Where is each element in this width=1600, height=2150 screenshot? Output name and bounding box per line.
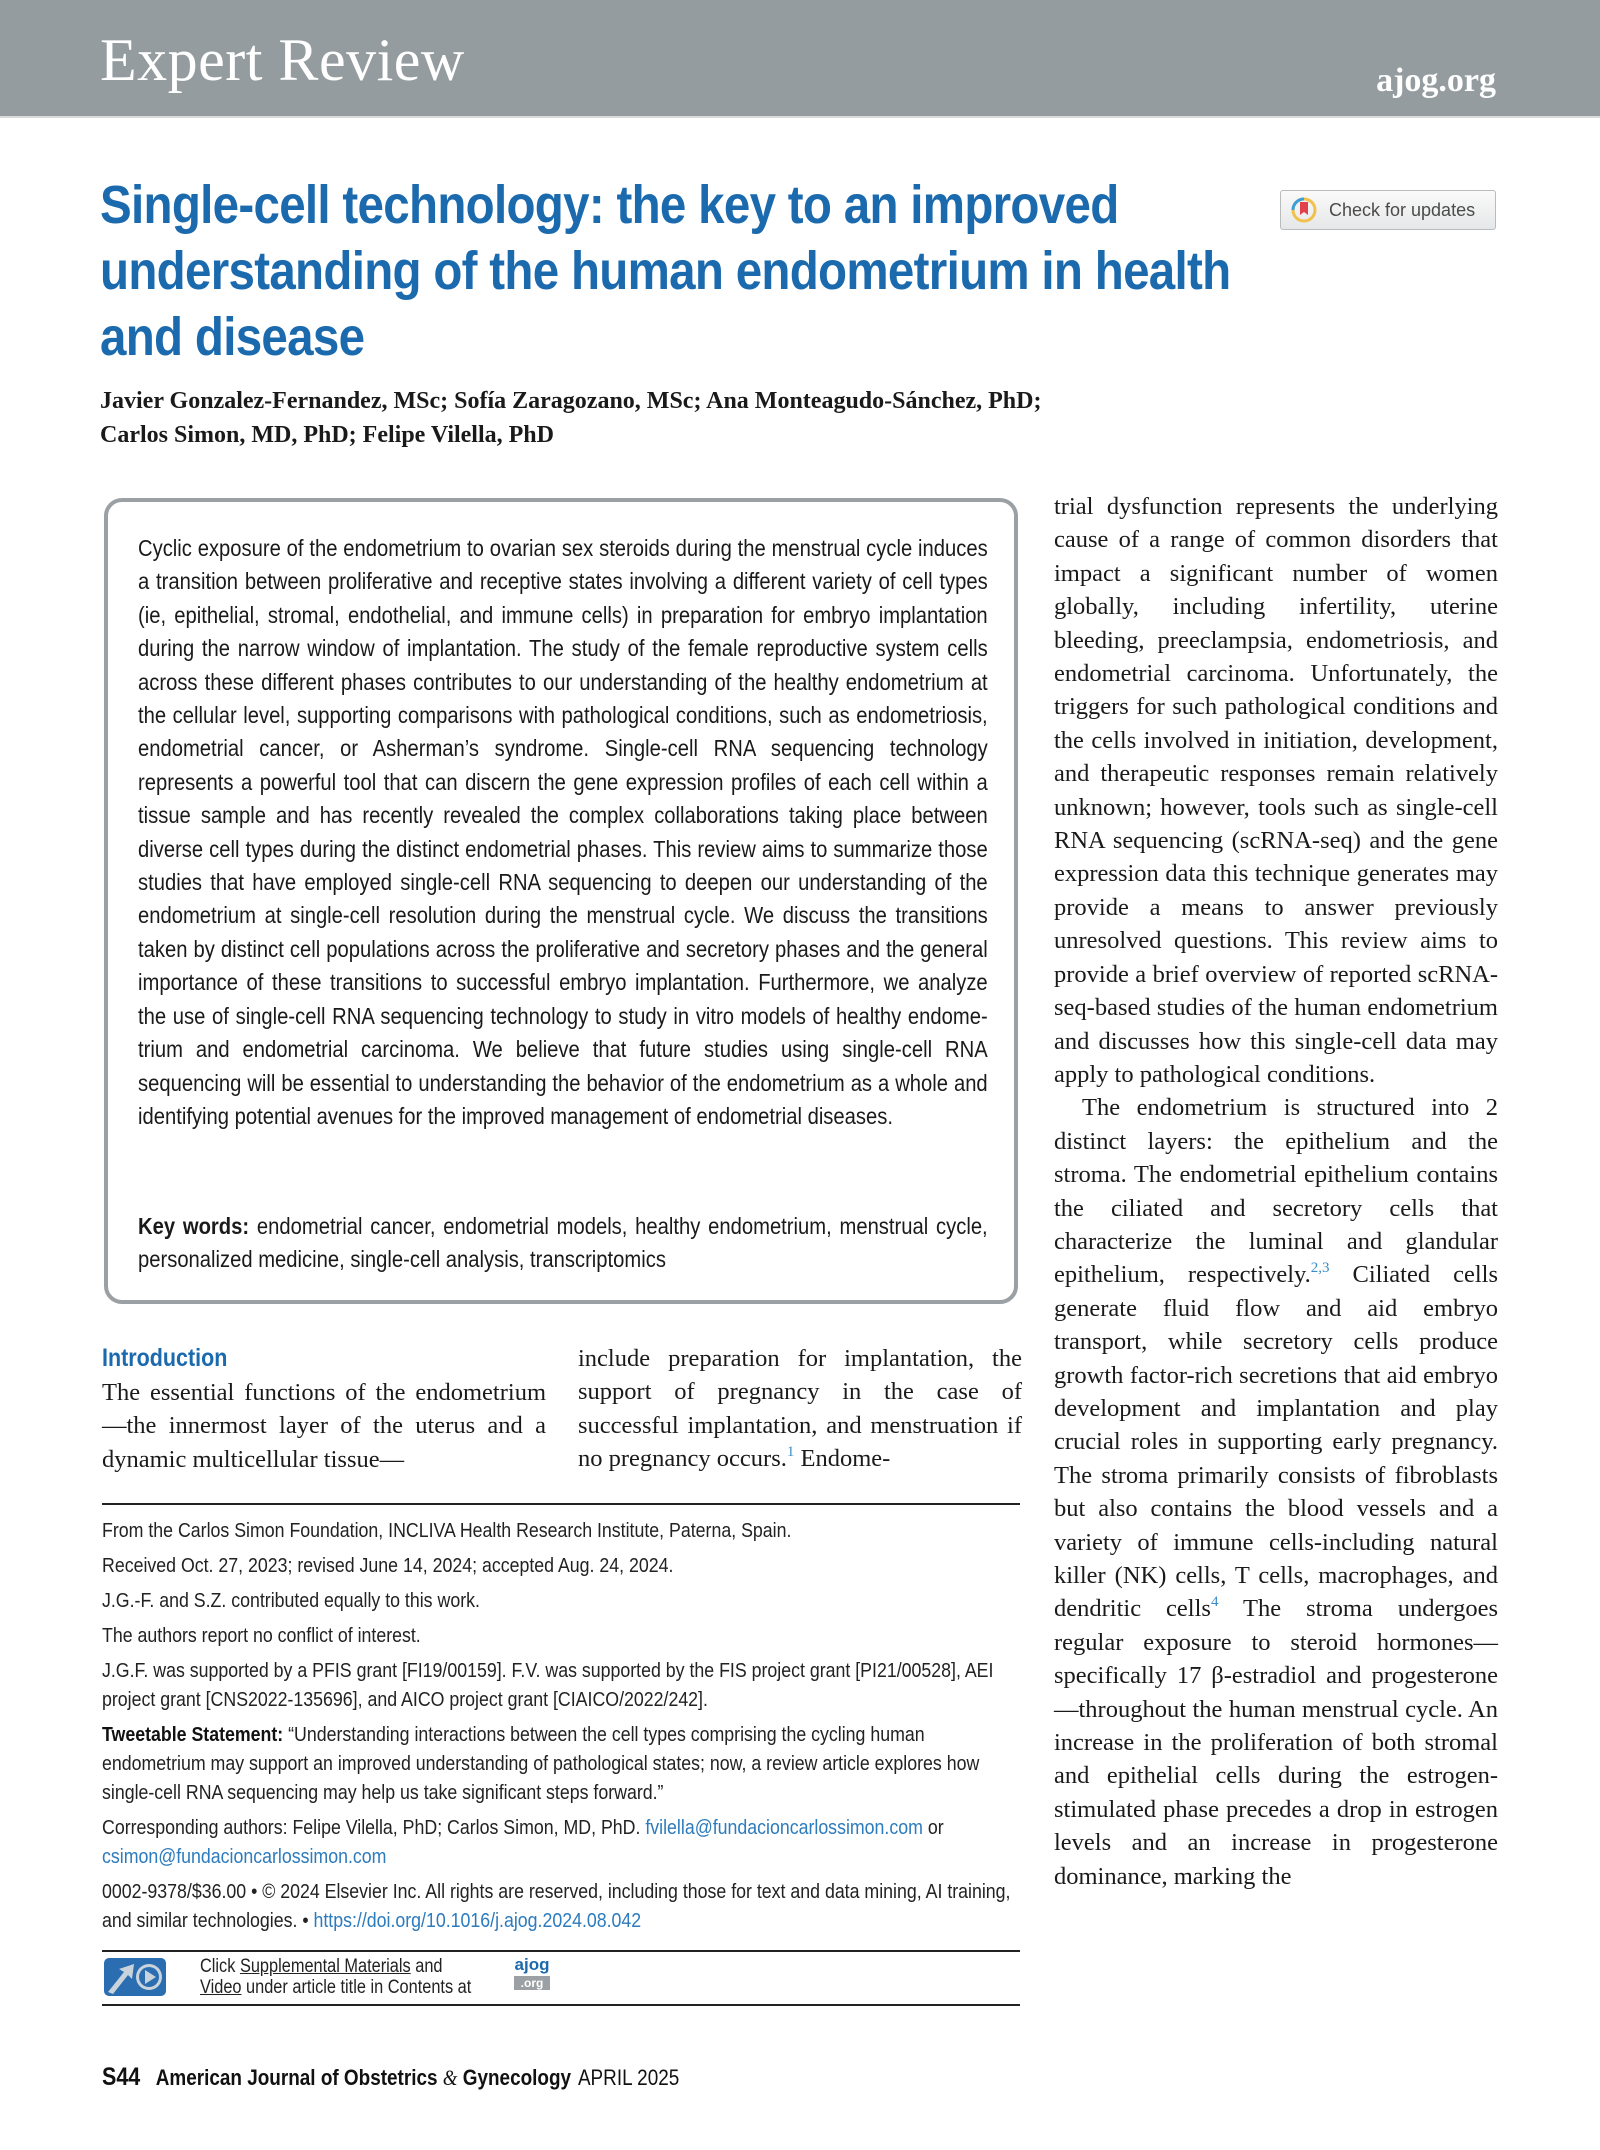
intro-paragraph-2 [1054, 1091, 1498, 1893]
introduction-heading: Introduction [102, 1344, 228, 1372]
abstract-box [104, 498, 1018, 1304]
ampersand: & [442, 2065, 458, 2090]
copyright-line [102, 1877, 1020, 1935]
copyright-text: 0002-9378/$36.00 • © 2024 Elsevier Inc. All rights are reserved, including those for text and data mining, AI training, and similar technologies. • [102, 1880, 1011, 1932]
conflict-statement: The authors report no conflict of interest. [102, 1624, 421, 1647]
tweetable-text: “Understanding interactions between the cell types comprising the cycling human endometrium may support an improved understanding of pathological states; now, a review article explores how single-cell RNA sequencing may help us take significant steps forward.” [102, 1723, 980, 1804]
issue-date: APRIL 2025 [577, 2065, 680, 2090]
supplemental-text [200, 1956, 544, 1998]
ajog-logo-bottom: .org [514, 1976, 550, 1990]
paragraph-text: Ciliated cells generate fluid flow and aid embryo transport, while secretory cells produce growth factor-rich secretions that aid embryo development and implantation and play crucial roles in supporting early pregnancy. The stroma primarily consists of fibroblasts but also contains the blood vessels and a variety of immune cells-including natural killer (NK) cells, T cells, macrophages, and dendritic cells [1054, 1261, 1498, 1623]
click-text: Click [200, 1956, 240, 1977]
video-link[interactable]: Video [200, 1977, 242, 1998]
funding-statement: J.G.F. was supported by a PFIS grant [FI19/00159]. F.V. was supported by the FIS project grant [PI21/00528], AEI project grant [CNS2022-135696], and AICO project grant [CIAICO/2022/242]. [102, 1659, 994, 1711]
right-column [1054, 490, 1498, 1893]
supplemental-banner [102, 1956, 802, 1996]
supplemental-video-icon [104, 1958, 166, 1996]
intro-paragraph-1-cont [578, 1342, 1022, 1476]
page-footer [102, 2063, 679, 2092]
and-text: and [410, 1956, 443, 1977]
paragraph-text: The stroma undergoes regular exposure to steroid hormones—specifically 17 β-estradiol and progesterone—throughout the human menstrual cycle. An increase in the proliferation of both stromal and epithelial cells during the estrogen-stimulated phase precedes a drop in estrogen levels and an increase in progesterone dominance, marking the [1054, 1595, 1498, 1890]
author-list [100, 384, 1200, 452]
article-title: Single-cell technology: the key to an improved understanding of the human endometrium in health and disease [100, 175, 1231, 367]
intro-left-column [102, 1376, 546, 1476]
keywords-list: endometrial cancer, endometrial models, healthy endometrium, menstrual cycle, personalized medicine, single-cell analysis, transcriptomics [138, 1213, 988, 1273]
citation-4[interactable]: 4 [1210, 1594, 1219, 1611]
supplemental-bottom-rule [102, 2004, 1020, 2006]
abstract-text: Cyclic exposure of the endometrium to ovarian sex steroids during the menstrual cycle induces a transition between proliferative and receptive states involving a different variety of cell types (ie, epithelial, stromal, endothelial, and immune cells) in preparation for embryo implantation during the narrow window of implantation. The study of the female reproductive system cells across these different phases contributes to our understanding of the healthy endometrium at the cellular level, supporting comparisons with pathological conditions, such as endometriosis, endometrial cancer, or Asherman’s syndrome. Single-cell RNA sequencing technology represents a powerful tool that can discern the gene expression profiles of each cell within a tissue sample and has recently revealed the complex collaborations taking place between diverse cell types during the distinct endometrial phases. This review aims to summarize those studies that have employed single-cell RNA sequencing to deepen our understanding of the endometrium at single-cell resolution during the menstrual cycle. We discuss the transitions taken by distinct cell populations across the proliferative and secretory phases and the general importance of these transitions to successful embryo implantation. Furthermore, we analyze the use of single-cell RNA sequencing technology to study in vitro models of healthy endometrium and endometrial carcinoma. We believe that future studies using single-cell RNA sequencing will be essential to understanding the behavior of the endometrium as a whole and identifying potential avenues for the improved management of endometrial diseases. [138, 535, 988, 1129]
crossmark-icon [1291, 197, 1317, 223]
journal-name [156, 2065, 571, 2090]
email-link-simon[interactable]: csimon@fundacioncarlossimon.com [102, 1845, 387, 1868]
contribution-note: J.G.-F. and S.Z. contributed equally to this work. [102, 1589, 480, 1612]
or-text: or [922, 1816, 944, 1839]
tweetable-statement [102, 1720, 1020, 1807]
ajog-logo-top: ajog [514, 1955, 550, 1974]
corresponding-label: Corresponding authors: Felipe Vilella, PhD; Carlos Simon, MD, PhD. [102, 1816, 646, 1839]
keywords-label: Key words: [138, 1213, 250, 1239]
paragraph-text: Endome- [794, 1445, 891, 1473]
journal-name-part: Gynecology [457, 2065, 572, 2090]
section-title: Expert Review [100, 27, 465, 93]
paragraph-text: The endometrium is structured into 2 distinct layers: the epithelium and the stroma. The endometrial epithelium contains the ciliated and secretory cells that characterize the luminal and glandular epithelium, respectively. [1054, 1094, 1498, 1289]
journal-name-part: American Journal of Obstetrics [155, 2065, 443, 2090]
citation-1[interactable]: 1 [786, 1444, 795, 1461]
intro-paragraph-1: The essential functions of the endometrium—the innermost layer of the uterus and a dynamic multicellular tissue— [102, 1379, 546, 1473]
affiliation: From the Carlos Simon Foundation, INCLIVA Health Research Institute, Paterna, Spain. [102, 1519, 792, 1542]
ajog-logo[interactable] [514, 1956, 550, 1996]
email-link-vilella[interactable]: fvilella@fundacioncarlossimon.com [645, 1816, 923, 1839]
supplemental-materials-link[interactable]: Supplemental Materials [239, 1956, 411, 1977]
footnote-divider [102, 1503, 1020, 1505]
corresponding-authors [102, 1813, 1020, 1871]
authors-line-1: Javier Gonzalez-Fernandez, MSc; Sofía Zaragozano, MSc; Ana Monteagudo-Sánchez, PhD; [100, 388, 1042, 414]
page-number: S44 [102, 2063, 141, 2091]
check-for-updates-button[interactable] [1280, 190, 1496, 230]
citation-2-3[interactable]: 2,3 [1310, 1260, 1330, 1277]
paragraph-text: include preparation for implantation, the support of pregnancy in the case of successful implantation, and menstruation if no pregnancy occurs. [578, 1345, 1022, 1473]
contents-text: under article title in Contents at [241, 1977, 472, 1998]
journal-site-link[interactable]: ajog.org [1376, 62, 1496, 99]
keywords [138, 1210, 988, 1277]
doi-link[interactable]: https://doi.org/10.1016/j.ajog.2024.08.042 [313, 1909, 642, 1932]
check-for-updates-label: Check for updates [1329, 199, 1476, 220]
intro-middle-column [578, 1342, 1022, 1476]
article-footnotes [102, 1516, 1020, 1941]
supplemental-top-rule [102, 1950, 1020, 1952]
tweetable-label: Tweetable Statement: [102, 1723, 284, 1746]
section-header-band [0, 0, 1600, 118]
authors-line-2: Carlos Simon, MD, PhD; Felipe Vilella, PhD [100, 422, 554, 448]
received-dates: Received Oct. 27, 2023; revised June 14, 2024; accepted Aug. 24, 2024. [102, 1554, 674, 1577]
intro-paragraph-continued: trial dysfunction represents the underlying cause of a range of common disorders that impact a significant number of women globally, including infertility, uterine bleeding, preeclampsia, endometriosis, and endometrial carcinoma. Unfortunately, the triggers for such pathological conditions and the cells involved in initiation, development, and therapeutic responses remain relatively unknown; however, tools such as single-cell RNA sequencing (scRNA-seq) and the gene expression data this technique generates may provide a means to answer previously unresolved questions. This review aims to provide a brief overview of reported scRNA-seq-based studies of the human endometrium and discusses how this single-cell data may apply to pathological conditions. [1054, 493, 1498, 1088]
